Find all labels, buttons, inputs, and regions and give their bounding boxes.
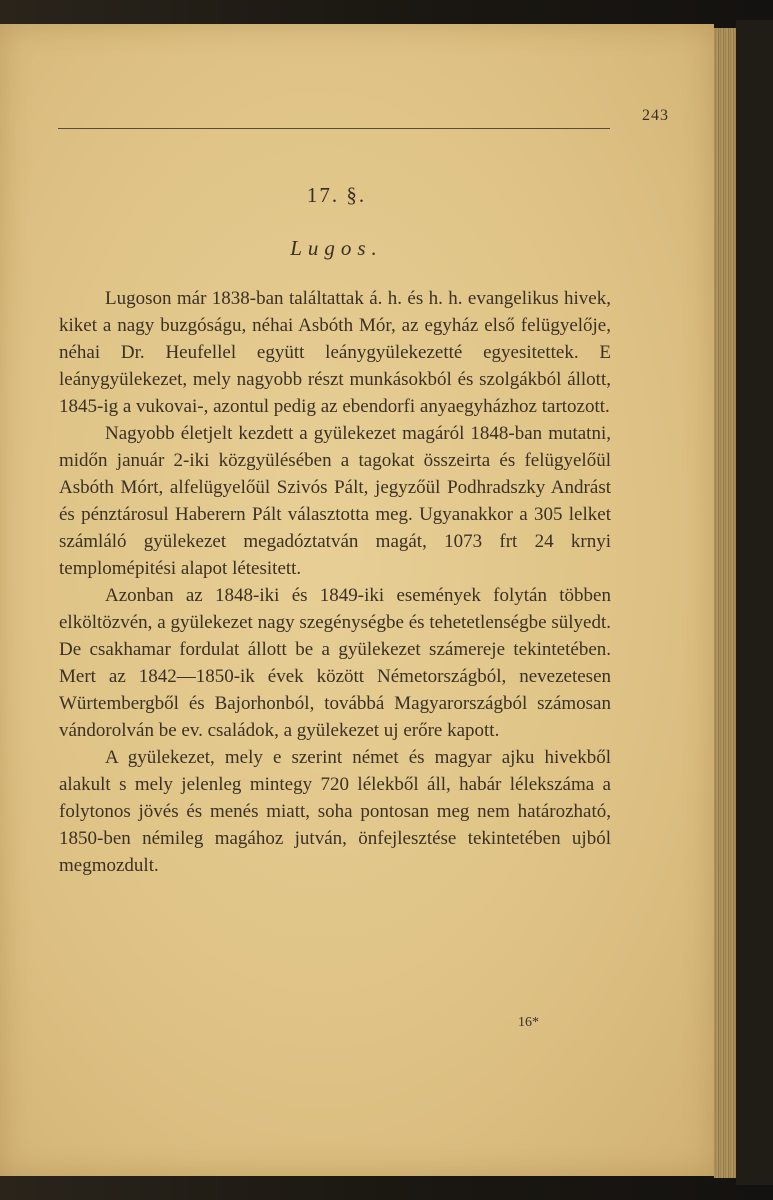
page-stack-edge	[714, 28, 736, 1178]
paragraph-2: Nagyobb életjelt kezdett a gyülekezet magáról 1848-ban mutatni, midőn január 2-iki közgyülésében a tagokat összeirta és felügyelőül Asbóth Mórt, alfelügyelőül Szivós Pált, jegyzőül Podhradszky Andrást és pénztárosul Haberern Pált választotta meg. Ugyanakkor a 305 lelket számláló gyülekezet megadóztatván magát, 1073 frt 24 krnyi templomépitési alapot létesitett.	[59, 423, 611, 579]
header-rule	[58, 128, 610, 129]
section-title: Lugos.	[290, 236, 383, 260]
paragraph-4: A gyülekezet, mely e szerint német és magyar ajku hivekből alakult s mely jelenleg mintegy 720 lélekből áll, habár lélekszáma a folytonos jövés és menés miatt, soha pontosan meg nem határozható, 1850-ben némileg magához jutván, önfejlesztése tekintetében ujból megmozdult.	[59, 747, 611, 876]
page-number: 243	[642, 107, 669, 124]
paragraph-1: Lugoson már 1838-ban találtattak á. h. és h. h. evangelikus hivek, kiket a nagy buzgóságu, néhai Asbóth Mór, az egyház első felügyelője, néhai Dr. Heufellel együtt leánygyülekezetté egyesitettek. E leánygyülekezet, mely nagyobb részt munkásokból és szolgákból állott, 1845-ig a vukovai-, azontul pedig az ebendorfi anyaegyházhoz tartozott.	[59, 288, 611, 417]
book-cover-edge	[736, 20, 773, 1185]
section-number: 17. §.	[306, 183, 367, 207]
body-text	[59, 285, 611, 879]
signature-mark: 16*	[518, 1015, 539, 1030]
paragraph-3: Azonban az 1848-iki és 1849-iki események folytán többen elköltözvén, a gyülekezet nagy szegénységbe és tehetetlenségbe sülyedt. De csakhamar fordulat állott be a gyülekezet számereje tekintetében. Mert az 1842—1850-ik évek között Németországból, nevezetesen Würtembergből és Bajorhonból, továbbá Magyarországból számosan vándorolván be ev. családok, a gyülekezet uj erőre kapott.	[59, 585, 611, 741]
